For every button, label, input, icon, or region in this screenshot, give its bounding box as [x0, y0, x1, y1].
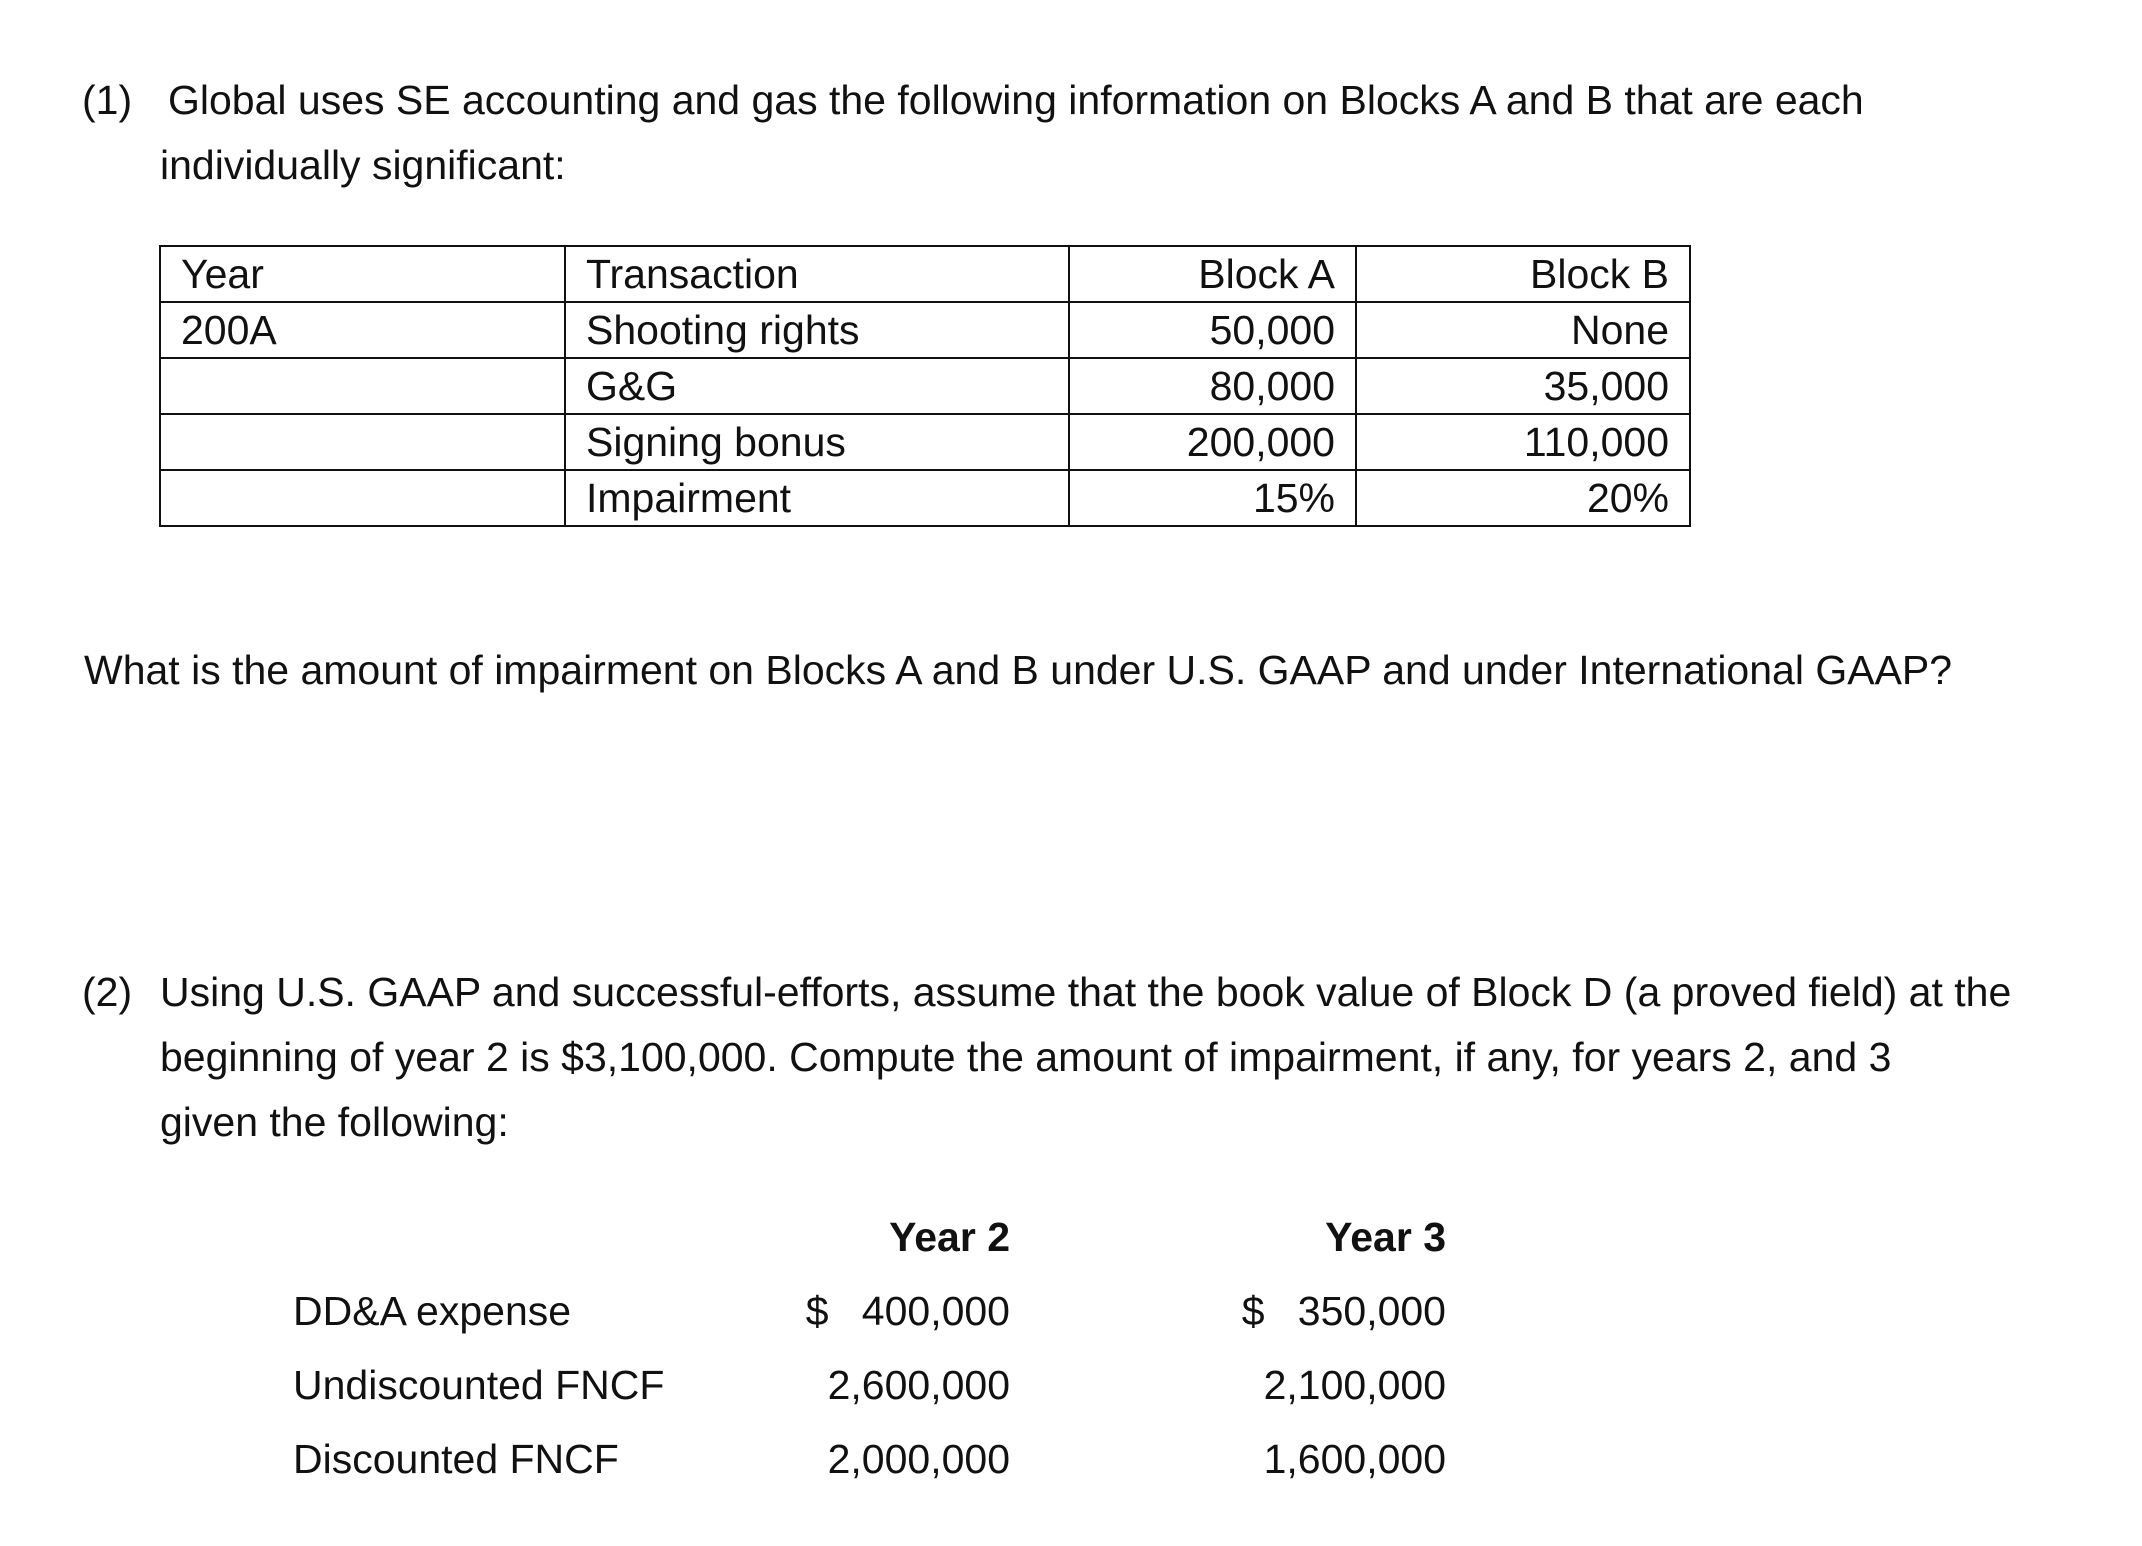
table-cell-year: 200A — [160, 302, 565, 358]
table-cell-block-b: 20% — [1356, 470, 1690, 526]
table-row — [160, 414, 1690, 470]
impairment-question: What is the amount of impairment on Blocks A and B under U.S. GAAP and under International GAAP? — [84, 647, 1953, 693]
schedule-row-label: Undiscounted FNCF — [293, 1362, 665, 1408]
table-cell-block-b: 35,000 — [1356, 358, 1690, 414]
schedule-value: 350,000 — [1297, 1288, 1446, 1334]
schedule-cell-year-2: 2,600,000 — [827, 1362, 1010, 1408]
currency-symbol: $ — [1241, 1288, 1265, 1334]
table-cell-year — [160, 358, 565, 414]
header-year: Year — [160, 246, 565, 302]
header-transaction: Transaction — [565, 246, 1069, 302]
question-2-line-2: beginning of year 2 is $3,100,000. Compute the amount of impairment, if any, for years 2, and 3 — [160, 1034, 1892, 1080]
currency-symbol: $ — [805, 1288, 829, 1334]
table-cell-block-a: 200,000 — [1069, 414, 1356, 470]
schedule-value: 400,000 — [861, 1288, 1010, 1334]
table-row — [160, 302, 1690, 358]
question-1-line-1: Global uses SE accounting and gas the following information on Blocks A and B that are each — [168, 77, 1864, 123]
question-1-line-2: individually significant: — [160, 142, 566, 188]
table-header-row — [160, 246, 1690, 302]
schedule-row-label: DD&A expense — [293, 1288, 572, 1334]
table-cell-transaction: Shooting rights — [565, 302, 1069, 358]
table-cell-block-a: 15% — [1069, 470, 1356, 526]
question-1-number: (1) — [82, 77, 133, 123]
table-cell-year — [160, 470, 565, 526]
schedule-header-year-3: Year 3 — [1325, 1214, 1446, 1260]
table-cell-transaction: Signing bonus — [565, 414, 1069, 470]
blocks-table — [159, 245, 1691, 527]
question-2 — [82, 960, 2082, 1155]
schedule-cell-year-3: 2,100,000 — [1263, 1362, 1446, 1408]
question-2-number: (2) — [82, 969, 133, 1015]
question-2-line-1: Using U.S. GAAP and successful-efforts, assume that the book value of Block D (a proved field) at the — [160, 969, 2012, 1015]
header-block-b: Block B — [1356, 246, 1690, 302]
table-row — [160, 470, 1690, 526]
schedule-row-label: Discounted FNCF — [293, 1436, 619, 1482]
schedule-cell-year-2: 2,000,000 — [827, 1436, 1010, 1482]
question-1 — [82, 68, 2082, 198]
table-cell-block-b: None — [1356, 302, 1690, 358]
table-cell-block-b: 110,000 — [1356, 414, 1690, 470]
table-cell-block-a: 50,000 — [1069, 302, 1356, 358]
table-cell-year — [160, 414, 565, 470]
schedule-cell-year-2 — [806, 1284, 1010, 1338]
header-block-a: Block A — [1069, 246, 1356, 302]
table-row — [160, 358, 1690, 414]
table-cell-transaction: G&G — [565, 358, 1069, 414]
schedule-header-year-2: Year 2 — [889, 1214, 1010, 1260]
question-2-line-3: given the following: — [160, 1099, 509, 1145]
table-cell-block-a: 80,000 — [1069, 358, 1356, 414]
schedule-cell-year-3: 1,600,000 — [1263, 1436, 1446, 1482]
table-cell-transaction: Impairment — [565, 470, 1069, 526]
schedule-cell-year-3 — [1242, 1284, 1446, 1338]
